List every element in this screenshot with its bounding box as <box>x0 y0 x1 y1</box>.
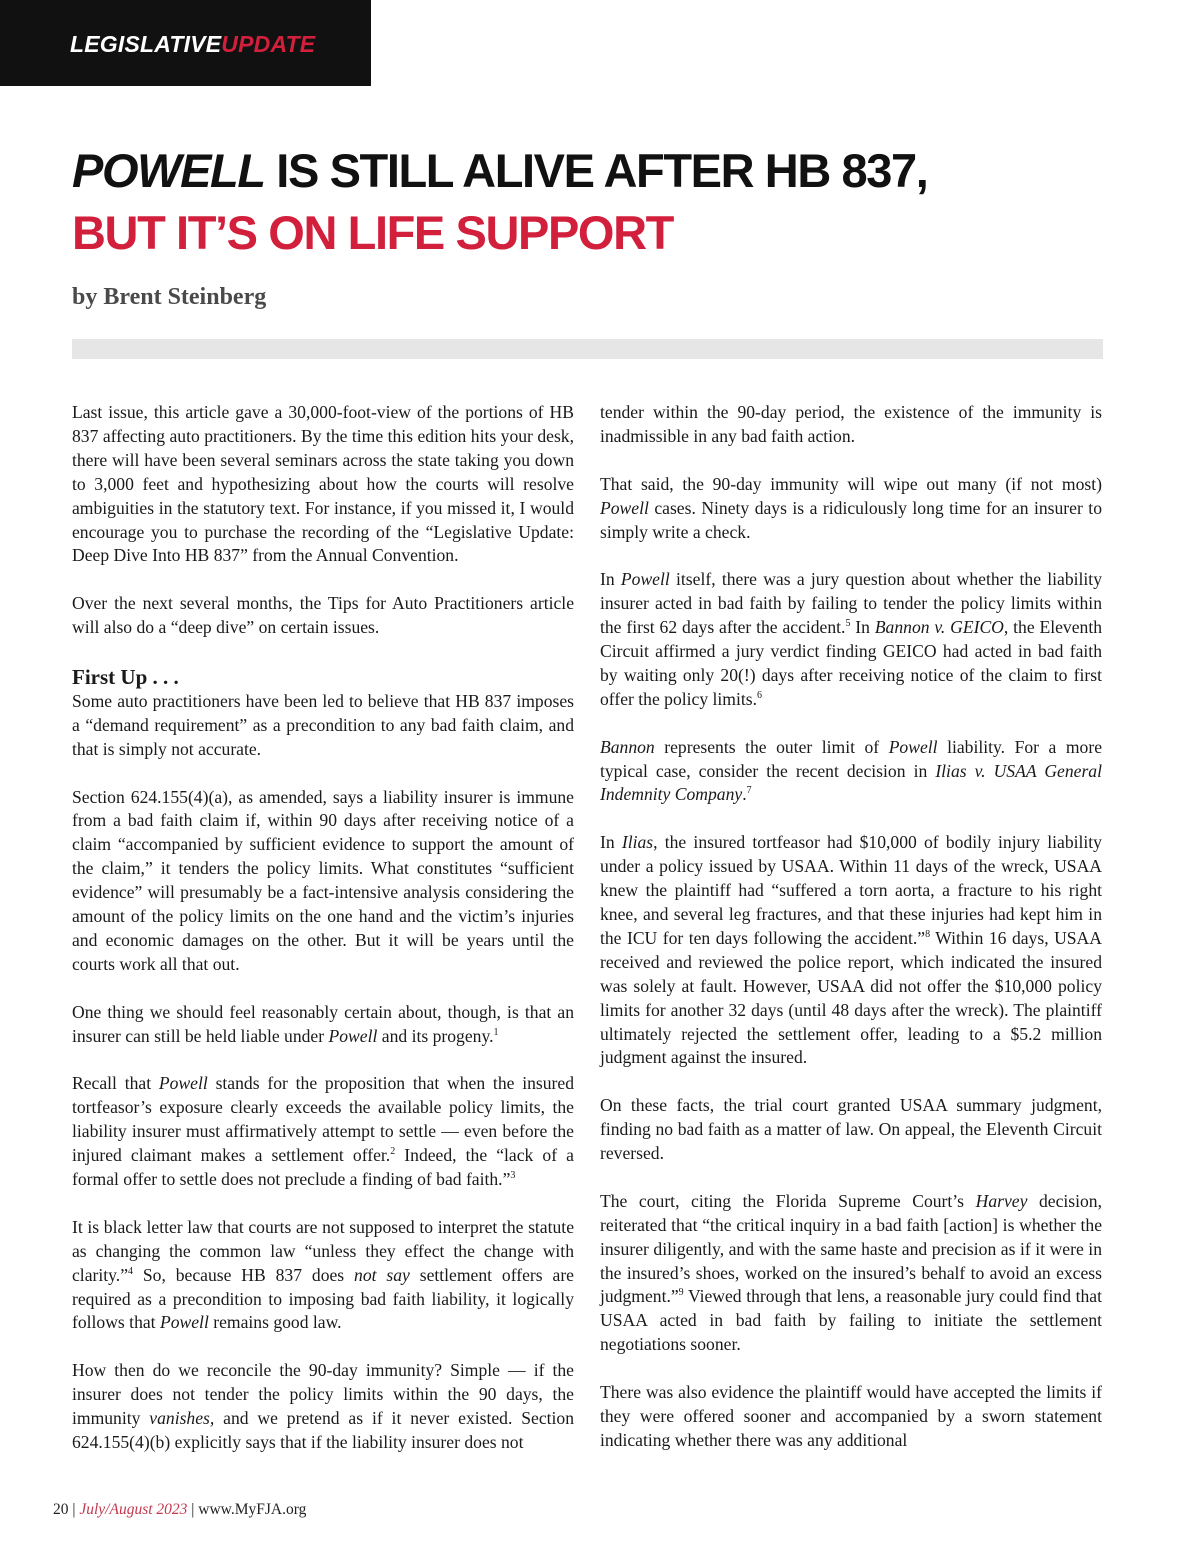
headline-italic-powell: POWELL <box>72 144 265 197</box>
website-url: www.MyFJA.org <box>198 1501 307 1518</box>
paragraph: Recall that Powell stands for the proposition that when the insured tortfeasor’s exposure clearly exceeds the available policy limits, the liability insurer must affirmatively attempt to settle — even before the injured claimant makes a settlement offer.$^2$ Indeed, the “lack of a formal offer to settle does not preclude a finding of bad faith.”$^3$ <box>72 1073 575 1190</box>
section-tag-text <box>70 31 315 58</box>
footnote-ref: 9 <box>678 1287 684 1299</box>
paragraph: Over the next several months, the Tips for Auto Practitioners article will also do a “deep dive” on certain issues. <box>72 593 574 638</box>
footnote-ref: 8 <box>925 929 931 941</box>
paragraph: There was also evidence the plaintiff would have accepted the limits if they were offered sooner and accompanied by a sworn statement indicating whether there was any additional <box>600 1382 1102 1450</box>
paragraph: In Ilias, the insured tortfeasor had $10,000 of bodily injury liability under a policy issued by USAA. Within 11 days of the wreck, USAA knew the plaintiff had “suffered a torn aorta, a fracture to his right knee, and several leg fractures, and that these injuries had kept him in the ICU for ten days following the accident.”$^8$ Within 16 days, USAA received and reviewed the police report, which indicated the insured was solely at fault. However, USAA did not offer the $10,000 policy limits for another 32 days (until 48 days after the wreck). The plaintiff ultimately rejected the settlement offer, leading to a $5.2 million judgment against the insured. <box>600 832 1102 1068</box>
paragraph: Some auto practitioners have been led to believe that HB 837 imposes a “demand requirement” as a precondition to any bad faith claim, and that is simply not accurate. <box>72 690 574 759</box>
paragraph: Last issue, this article gave a 30,000-foot-view of the portions of HB 837 affecting auto practitioners. By the time this edition hits your desk, there will have been several seminars across the state taking you down to 3,000 feet and hypothesizing about how the courts will resolve ambiguities in the statutory text. For instance, if you missed it, I would encourage you to purchase the recording of the “Legislative Update: Deep Dive Into HB 837” from the Annual Convention. <box>72 402 574 566</box>
section-tag-part2: UPDATE <box>221 31 316 57</box>
subhead-first-up: First Up . . . <box>72 664 179 689</box>
headline-line-2: BUT IT’S ON LIFE SUPPORT <box>72 206 673 259</box>
section-tag <box>0 0 371 86</box>
right-column <box>600 401 1102 1477</box>
paragraph: That said, the 90-day immunity will wipe out many (if not most) Powell cases. Ninety days is a ridiculously long time for an insurer to simply write a check. <box>600 473 1102 542</box>
footnote-ref: 2 <box>390 1146 396 1158</box>
footnote-ref: 6 <box>757 689 763 701</box>
footnote-ref: 7 <box>746 785 752 797</box>
paragraph: In Powell itself, there was a jury question about whether the liability insurer acted in bad faith by failing to tender the policy limits within the first 62 days after the accident.$^5$ In Bannon v. GEICO, the Eleventh Circuit affirmed a jury verdict finding GEICO had acted in bad faith by waiting only 20(!) days after receiving notice of the claim to first offer the policy limits.$^6$ <box>600 569 1102 709</box>
divider-bar <box>72 339 1103 359</box>
paragraph: Bannon represents the outer limit of Powell liability. For a more typical case, consider the recent decision in Ilias v. USAA General Indemnity Company.$^7$ <box>600 736 1103 805</box>
paragraph: It is black letter law that courts are not supposed to interpret the statute as changing the common law “unless they effect the change with clarity.”$^4$ So, because HB 837 does not say settlement offers are required as a precondition to imposing bad faith liability, it logically follows that Powell remains good law. <box>72 1216 574 1333</box>
paragraph: The court, citing the Florida Supreme Court’s Harvey decision, reiterated that “the critical inquiry in a bad faith [action] is whether the insurer diligently, and with the same haste and precision as if it were in the insured’s shoes, worked on the insured’s behalf to avoid an excess judgment.”$^9$ Viewed through that lens, a reasonable jury could find that USAA acted in bad faith by failing to initiate the settlement negotiations sooner. <box>600 1190 1102 1355</box>
paragraph: On these facts, the trial court granted USAA summary judgment, finding no bad faith as a matter of law. On appeal, the Eleventh Circuit reversed. <box>600 1095 1102 1164</box>
paragraph: Section 624.155(4)(a), as amended, says a liability insurer is immune from a bad faith claim if, within 90 days after receiving notice of a claim “accompanied by sufficient evidence to support the amount of the claim,” it tenders the policy limits. What constitutes “sufficient evidence” will presumably be a fact-intensive analysis considering the amount of the policy limits on the one hand and the victim’s injuries and economic damages on the other. But it will be years until the courts work all that out. <box>72 786 574 974</box>
issue-date: July/August 2023 <box>79 1501 188 1518</box>
paragraph: tender within the 90-day period, the existence of the immunity is inadmissible in any bad faith action. <box>600 402 1102 446</box>
article-headline <box>72 140 927 264</box>
footnote-ref: 1 <box>493 1026 499 1038</box>
paragraph: How then do we reconcile the 90-day immunity? Simple — if the insurer does not tender the policy limits within the 90 days, the immunity vanishes, and we pretend as if it never existed. Section 624.155(4)(b) explicitly says that if the liability insurer does not <box>72 1360 575 1452</box>
section-tag-part1: LEGISLATIVE <box>70 31 222 57</box>
left-column <box>72 401 574 1479</box>
paragraph: One thing we should feel reasonably certain about, though, is that an insurer can still be held liable under Powell and its progeny.$^1$ <box>72 1001 574 1046</box>
footnote-ref: 4 <box>128 1265 134 1277</box>
byline: by Brent Steinberg <box>72 284 267 310</box>
headline-line-1 <box>72 140 927 202</box>
page-footer: 20 | July/August 2023 | www.MyFJA.org <box>53 1501 307 1518</box>
footnote-ref: 3 <box>510 1170 516 1182</box>
footnote-ref: 5 <box>845 618 851 630</box>
page-number: 20 <box>53 1501 69 1518</box>
headline-line-1-rest: IS STILL ALIVE AFTER HB 837, <box>264 144 928 197</box>
